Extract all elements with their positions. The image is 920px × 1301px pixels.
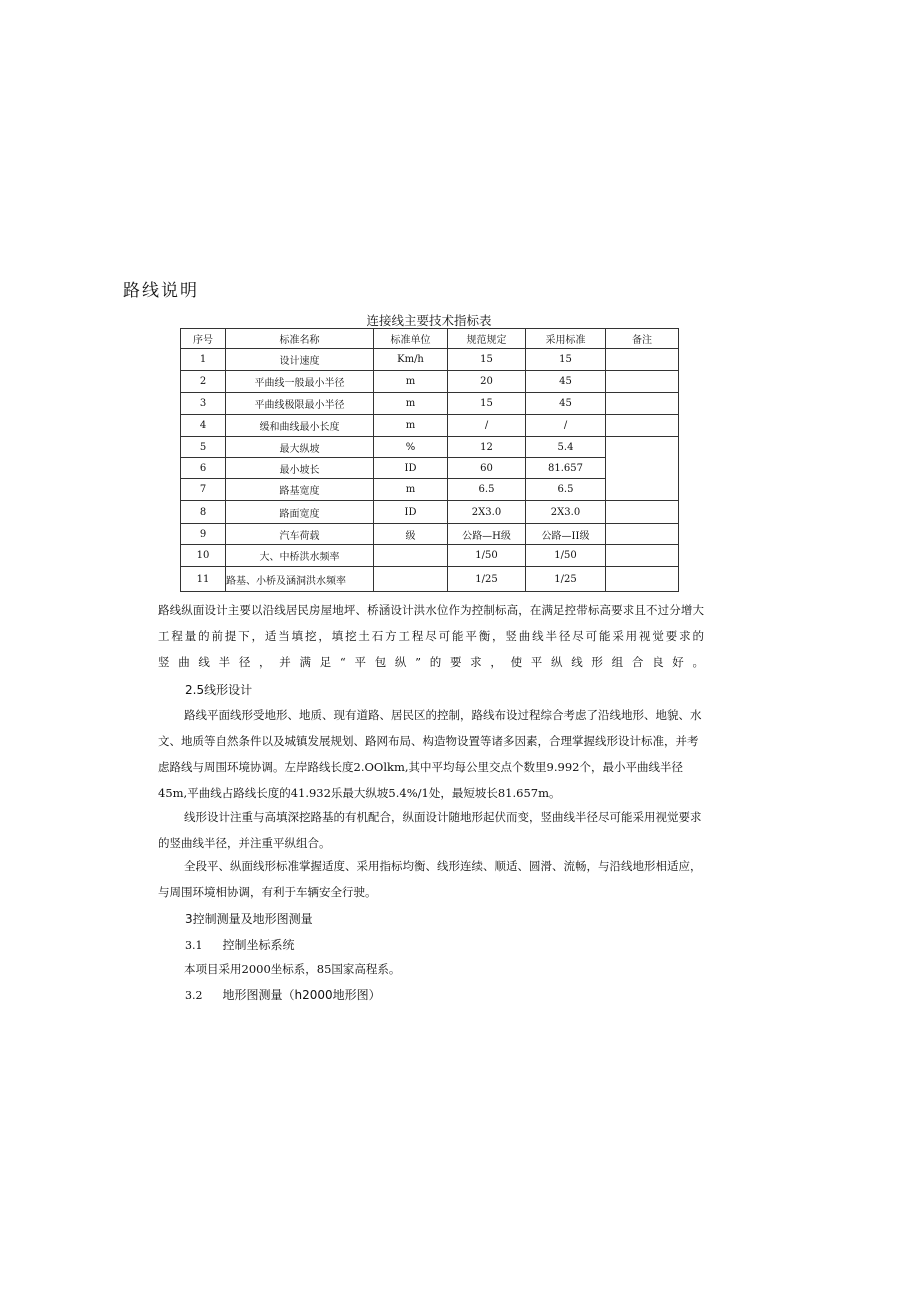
adopted-value-cell: 1/25 bbox=[526, 567, 606, 592]
spec-value-cell: 公路—H级 bbox=[448, 524, 526, 545]
unit-cell: ID bbox=[374, 501, 448, 524]
name-cell: 设计速度 bbox=[226, 349, 374, 371]
name-cell: 大、中桥洪水频率 bbox=[226, 545, 374, 567]
table-row bbox=[181, 479, 679, 501]
unit-cell: m bbox=[374, 479, 448, 501]
paragraph-text: 路线纵面设计主要以沿线居民房屋地坪、桥涵设计洪水位作为控制标高，在满足控带标高要求且不过分增大工程量的前提下，适当填挖，填挖土石方工程尽可能平衡，竖曲线半径尽可能采用视觉要求的 bbox=[158, 603, 704, 643]
table-title: 连接线主要技术指标表 bbox=[366, 313, 492, 328]
spec-value-cell: 1/25 bbox=[448, 567, 526, 592]
header-cell: 规范规定 bbox=[448, 329, 526, 349]
row-number-cell: 1 bbox=[181, 349, 226, 371]
name-cell: 缓和曲线最小长度 bbox=[226, 415, 374, 437]
adopted-value-cell: 5.4 bbox=[526, 437, 606, 458]
spec-table bbox=[180, 328, 679, 592]
adopted-value-cell: 15 bbox=[526, 349, 606, 371]
section-title: 地形图测量（h2000地形图） bbox=[222, 988, 381, 1002]
remark-cell bbox=[606, 567, 679, 592]
paragraph-alignment: 路线平面线形受地形、地质、现有道路、居民区的控制，路线布设过程综合考虑了沿线地形、地貌、水文、地质等自然条件以及城镇发展规划、路网布局、构造物设置等诸多因素，合理掌握线形设计标准，并考虑路线与周围环境协调。左岸路线长度2.OOlkm,其中平均每公里交点个数里9.992个，最小平曲线半径45m,平曲线占路线长度的41.932乐最大纵坡5.4%/1处，最短坡长81.657m。 bbox=[158, 708, 702, 800]
spec-value-cell: 20 bbox=[448, 371, 526, 393]
section-3-2-heading bbox=[185, 986, 381, 1003]
header-cell: 备注 bbox=[606, 329, 679, 349]
spec-value-cell: 6.5 bbox=[448, 479, 526, 501]
name-cell: 路面宽度 bbox=[226, 501, 374, 524]
section-2-5-heading: 2.5线形设计 bbox=[185, 683, 253, 697]
name-cell: 平曲线一般最小半径 bbox=[226, 371, 374, 393]
table-row bbox=[181, 415, 679, 437]
name-cell: 汽车荷载 bbox=[226, 524, 374, 545]
name-cell: 平曲线极限最小半径 bbox=[226, 393, 374, 415]
row-number-cell: 5 bbox=[181, 437, 226, 458]
row-number-cell: 9 bbox=[181, 524, 226, 545]
row-number-cell: 7 bbox=[181, 479, 226, 501]
unit-cell: 级 bbox=[374, 524, 448, 545]
adopted-value-cell: / bbox=[526, 415, 606, 437]
row-number-cell: 3 bbox=[181, 393, 226, 415]
row-number-cell: 11 bbox=[181, 567, 226, 592]
section-3-1-heading bbox=[185, 936, 295, 953]
header-cell: 采用标准 bbox=[526, 329, 606, 349]
remark-cell bbox=[606, 524, 679, 545]
table-row bbox=[181, 501, 679, 524]
remark-cell bbox=[606, 415, 679, 437]
remark-cell bbox=[606, 437, 679, 501]
adopted-value-cell: 45 bbox=[526, 393, 606, 415]
header-cell: 标准单位 bbox=[374, 329, 448, 349]
paragraph-coordinate: 本项目采用2000坐标系，85国家高程系。 bbox=[184, 962, 401, 976]
spec-value-cell: 60 bbox=[448, 458, 526, 479]
row-number-cell: 8 bbox=[181, 501, 226, 524]
header-cell: 序号 bbox=[181, 329, 226, 349]
adopted-value-cell: 45 bbox=[526, 371, 606, 393]
unit-cell: Km/h bbox=[374, 349, 448, 371]
adopted-value-cell: 81.657 bbox=[526, 458, 606, 479]
paragraph-profile-design-end bbox=[158, 649, 704, 675]
table-row bbox=[181, 437, 679, 458]
table-row bbox=[181, 349, 679, 371]
spec-value-cell: 15 bbox=[448, 349, 526, 371]
spec-value-cell: 15 bbox=[448, 393, 526, 415]
remark-cell bbox=[606, 545, 679, 567]
table-row bbox=[181, 371, 679, 393]
row-number-cell: 2 bbox=[181, 371, 226, 393]
remark-cell bbox=[606, 371, 679, 393]
row-number-cell: 4 bbox=[181, 415, 226, 437]
unit-cell bbox=[374, 567, 448, 592]
row-number-cell: 10 bbox=[181, 545, 226, 567]
adopted-value-cell: 公路—II级 bbox=[526, 524, 606, 545]
table-row bbox=[181, 567, 679, 592]
spec-value-cell: 1/50 bbox=[448, 545, 526, 567]
header-cell: 标准名称 bbox=[226, 329, 374, 349]
section-title: 控制坐标系统 bbox=[222, 938, 295, 952]
remark-cell bbox=[606, 349, 679, 371]
table-row bbox=[181, 393, 679, 415]
paragraph-profile-design bbox=[158, 597, 704, 649]
remark-cell bbox=[606, 501, 679, 524]
adopted-value-cell: 2X3.0 bbox=[526, 501, 606, 524]
name-cell: 路基宽度 bbox=[226, 479, 374, 501]
adopted-value-cell: 6.5 bbox=[526, 479, 606, 501]
unit-cell: ID bbox=[374, 458, 448, 479]
remark-cell bbox=[606, 393, 679, 415]
page-heading: 路线说明 bbox=[123, 281, 199, 301]
table-row bbox=[181, 545, 679, 567]
name-cell: 最大纵坡 bbox=[226, 437, 374, 458]
table-row bbox=[181, 458, 679, 479]
paragraph-combination: 线形设计注重与高填深挖路基的有机配合，纵面设计随地形起伏而变，竖曲线半径尽可能采用视觉要求的竖曲线半径，并注重平纵组合。 bbox=[158, 810, 702, 850]
section-3-heading: 3控制测量及地形图测量 bbox=[185, 912, 313, 926]
unit-cell: m bbox=[374, 371, 448, 393]
unit-cell: % bbox=[374, 437, 448, 458]
name-cell: 路基、小桥及涵洞洪水频率 bbox=[226, 567, 374, 592]
section-number: 3.2 bbox=[185, 989, 203, 1002]
paragraph-text: 竖曲线半径，并满足“平包纵”的要求，使平纵线形组合良好。 bbox=[158, 655, 704, 669]
name-cell: 最小坡长 bbox=[226, 458, 374, 479]
adopted-value-cell: 1/50 bbox=[526, 545, 606, 567]
spec-value-cell: 12 bbox=[448, 437, 526, 458]
table-header-row bbox=[181, 329, 679, 349]
table-row bbox=[181, 524, 679, 545]
paragraph-overall: 全段平、纵面线形标准掌握适度、采用指标均衡、线形连续、顺适、圆滑、流畅，与沿线地形相适应，与周围环境相协调，有利于车辆安全行驶。 bbox=[158, 859, 702, 899]
row-number-cell: 6 bbox=[181, 458, 226, 479]
unit-cell bbox=[374, 545, 448, 567]
section-number: 3.1 bbox=[185, 939, 203, 952]
unit-cell: m bbox=[374, 415, 448, 437]
spec-value-cell: / bbox=[448, 415, 526, 437]
spec-value-cell: 2X3.0 bbox=[448, 501, 526, 524]
unit-cell: m bbox=[374, 393, 448, 415]
